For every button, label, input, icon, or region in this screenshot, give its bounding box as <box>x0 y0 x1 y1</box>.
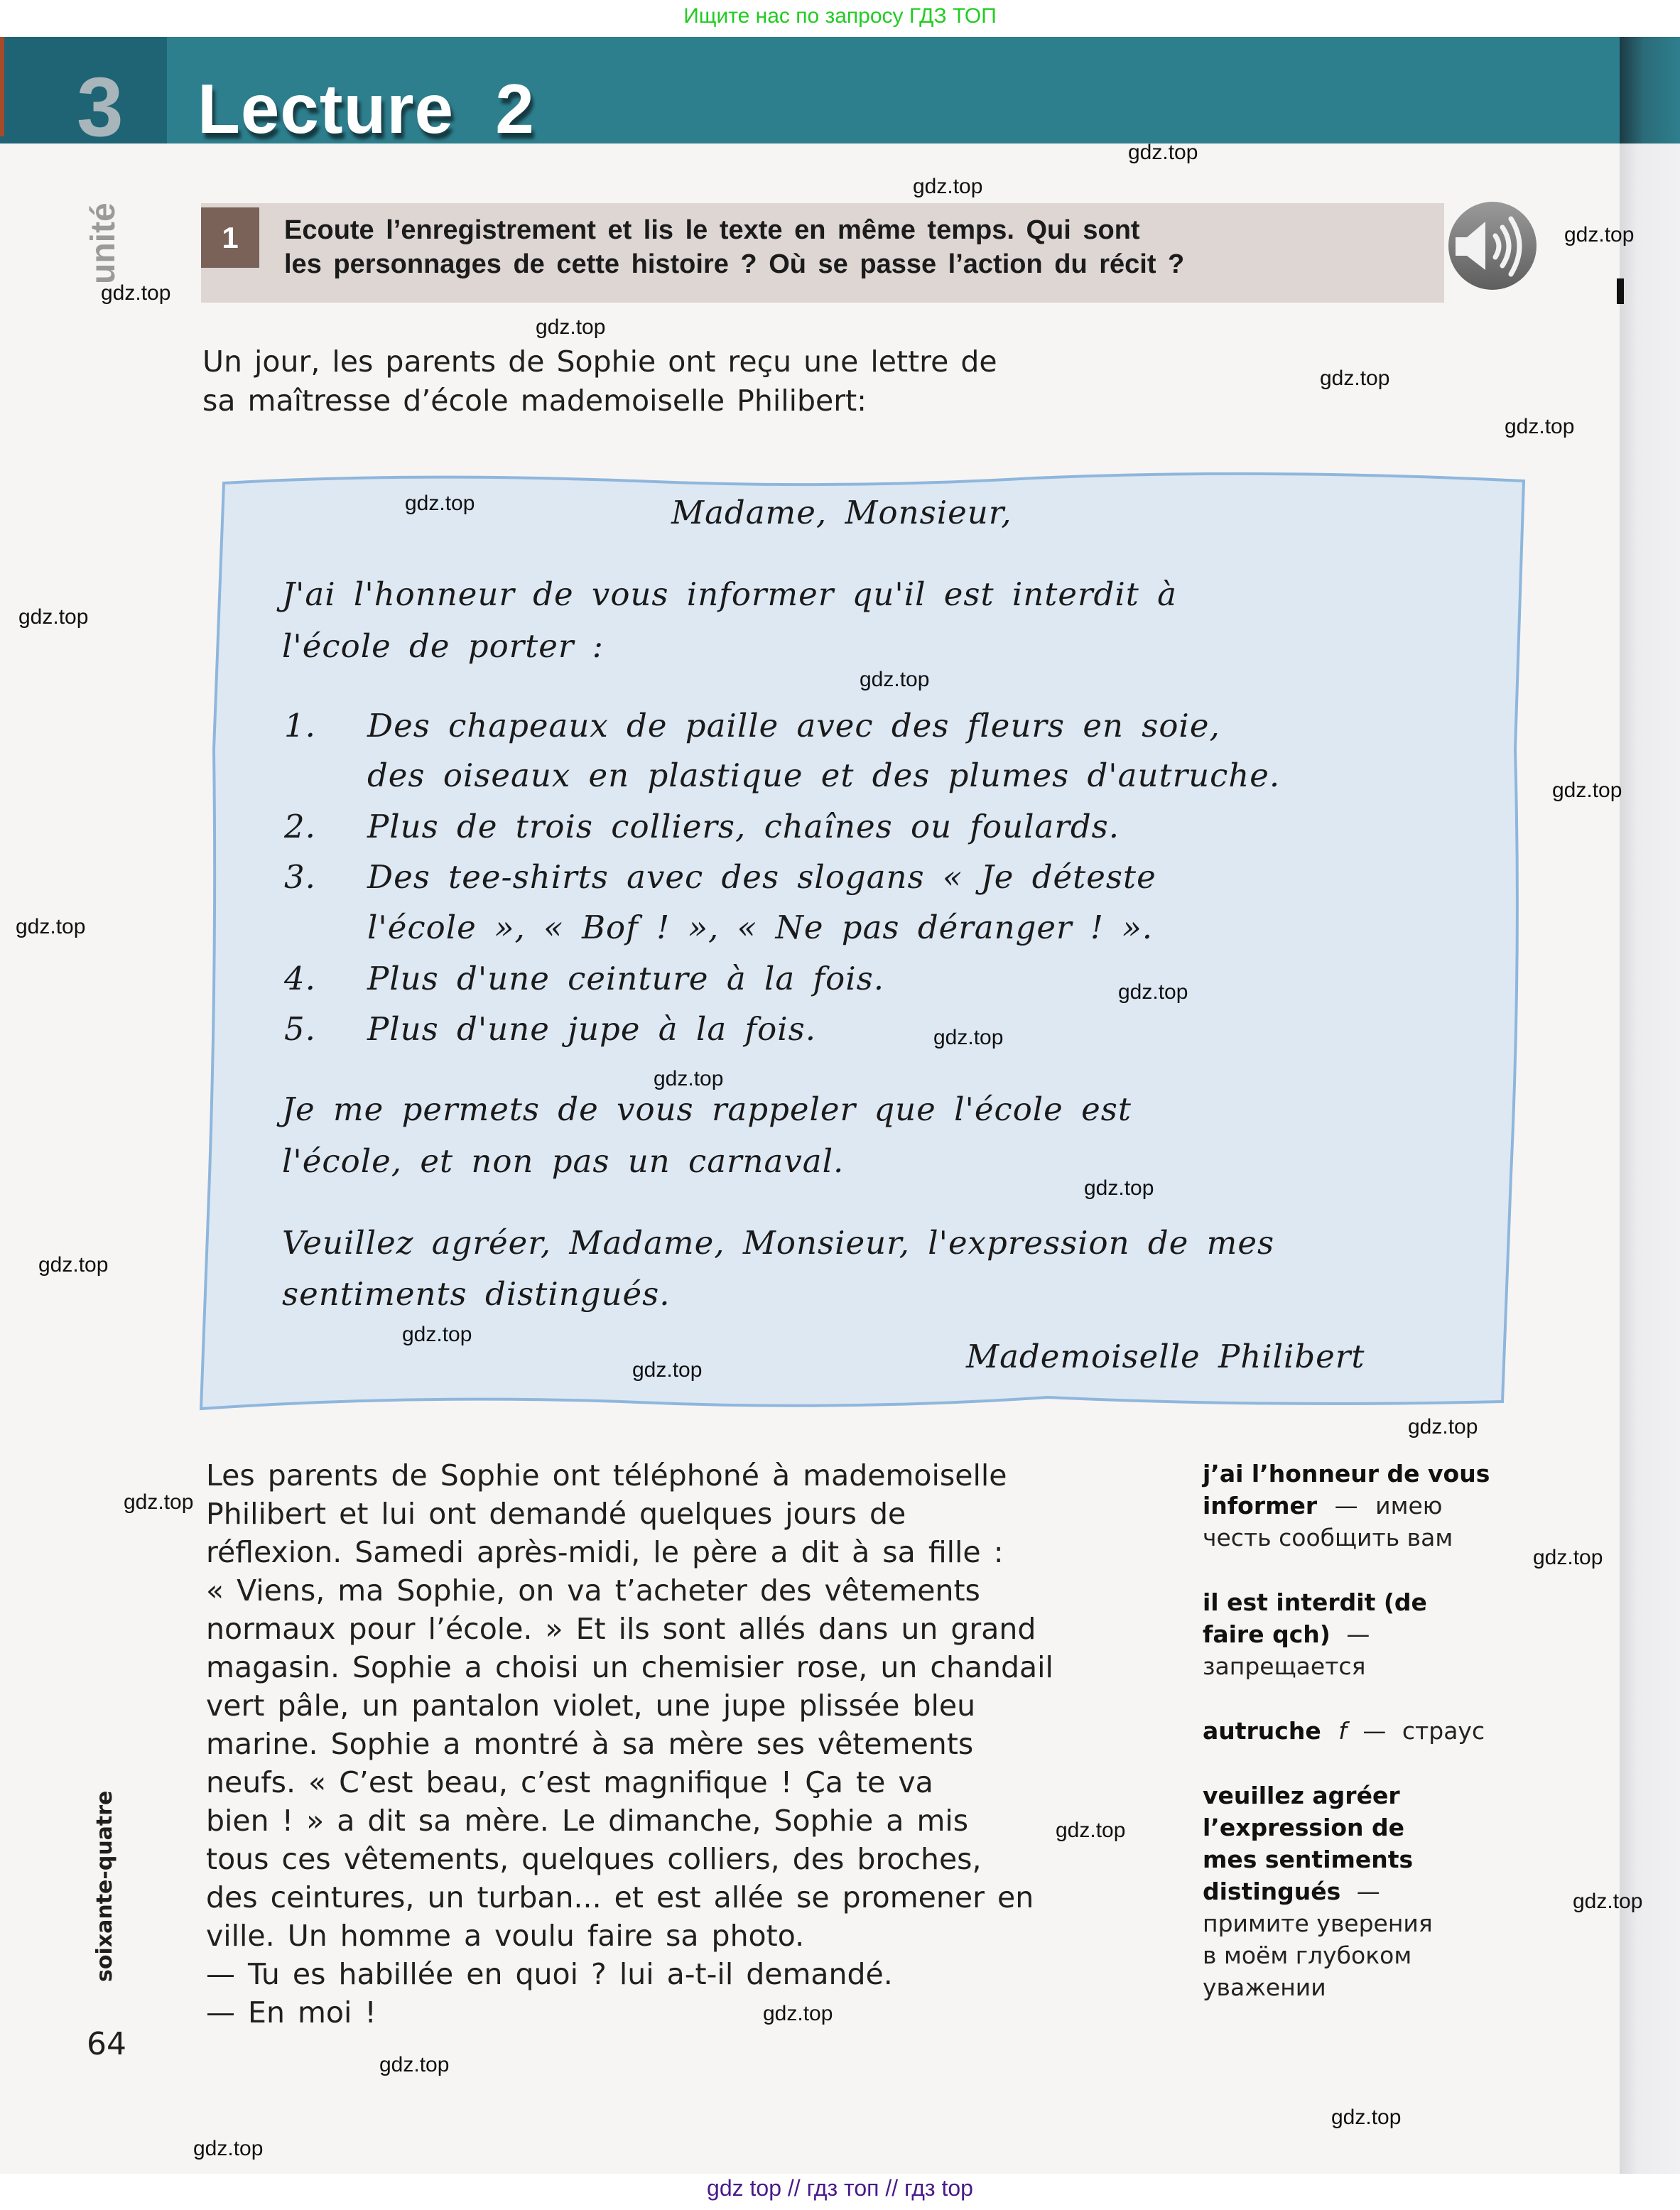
instruction-line: Ecoute l’enregistrement et lis le texte en même temps. Qui sont <box>284 215 1140 245</box>
glossary-term: j’ai l’honneur de vous <box>1203 1460 1490 1488</box>
watermark: gdz.top <box>536 315 606 339</box>
letter-reminder-line: l'école, et non pas un carnaval. <box>282 1142 845 1180</box>
watermark: gdz.top <box>1564 223 1635 247</box>
letter-item-number: 5. <box>284 1010 316 1048</box>
letter-item: l'école », « Bof ! », « Ne pas déranger ! ». <box>367 909 1154 946</box>
intro-paragraph <box>202 342 1197 421</box>
letter-signature: Mademoiselle Philibert <box>966 1338 1365 1375</box>
bottom-banner[interactable]: gdz top // гдз топ // гдз top <box>707 2175 973 2201</box>
top-banner[interactable]: Ищите нас по запросу ГДЗ ТОП <box>683 4 997 28</box>
narrative-line: vert pâle, un pantalon violet, une jupe plissée bleu <box>206 1689 976 1723</box>
glossary-term: veuillez agréer <box>1203 1782 1400 1809</box>
watermark: gdz.top <box>654 1067 724 1090</box>
page-edge-marker <box>1617 278 1624 304</box>
unit-number: 3 <box>77 60 124 154</box>
watermark: gdz.top <box>379 2053 450 2076</box>
letter-item: Des chapeaux de paille avec des fleurs en soie, <box>367 707 1220 744</box>
letter-item: Plus de trois colliers, chaînes ou foulards. <box>367 808 1120 845</box>
glossary-entry <box>1203 1586 1508 1682</box>
narrative-line: bien ! » a dit sa mère. Le dimanche, Sophie a mis <box>206 1804 969 1838</box>
watermark: gdz.top <box>402 1323 472 1346</box>
glossary-translation: честь сообщить вам <box>1203 1524 1453 1551</box>
glossary-translation: в моём глубоком <box>1203 1941 1412 1969</box>
letter-opening-line: l'école de porter : <box>282 627 604 665</box>
narrative-line: marine. Sophie a montré à sa mère ses vêtements <box>206 1727 974 1761</box>
letter-item-number: 3. <box>284 858 316 896</box>
watermark: gdz.top <box>860 668 930 691</box>
intro-line: sa maîtresse d’école mademoiselle Philibert: <box>202 384 867 418</box>
glossary-dash: — <box>1346 1620 1370 1648</box>
watermark: gdz.top <box>101 281 171 305</box>
glossary-term: l’expression de <box>1203 1814 1405 1841</box>
watermark: gdz.top <box>913 175 983 198</box>
watermark: gdz.top <box>1533 1546 1603 1569</box>
glossary-term: informer <box>1203 1492 1318 1520</box>
glossary-translation: страус <box>1402 1717 1485 1745</box>
watermark: gdz.top <box>18 605 89 629</box>
vocabulary-glossary <box>1203 1458 1508 2036</box>
glossary-entry <box>1203 1715 1508 1747</box>
narrative-paragraph <box>206 1456 1151 2032</box>
glossary-entry <box>1203 1458 1508 1554</box>
glossary-term: il est interdit (de <box>1203 1588 1427 1616</box>
narrative-line: tous ces vêtements, quelques colliers, des broches, <box>206 1842 982 1876</box>
watermark: gdz.top <box>193 2137 264 2160</box>
letter-item: Des tee-shirts avec des slogans « Je déteste <box>367 858 1156 896</box>
glossary-translation: примите уверения <box>1203 1910 1433 1937</box>
letter-paper <box>195 465 1527 1414</box>
glossary-translation: уважении <box>1203 1973 1326 2001</box>
narrative-line: normaux pour l’école. » Et ils sont allés dans un grand <box>206 1612 1036 1646</box>
glossary-translation: запрещается <box>1203 1652 1366 1680</box>
letter-item-number: 1. <box>284 707 316 744</box>
glossary-term: distingués <box>1203 1878 1341 1905</box>
glossary-translation: имею <box>1375 1492 1443 1520</box>
letter-opening-line: J'ai l'honneur de vous informer qu'il est interdit à <box>282 575 1177 613</box>
glossary-gender: f <box>1338 1717 1347 1745</box>
page-number-words: soixante-quatre <box>92 1790 117 1982</box>
exercise-instruction <box>284 213 1250 281</box>
lesson-title: Lecture 2 <box>197 70 535 148</box>
watermark: gdz.top <box>16 915 86 938</box>
watermark: gdz.top <box>1552 779 1622 802</box>
unit-accent-edge <box>0 37 4 136</box>
glossary-entry <box>1203 1780 1508 2003</box>
narrative-line: réflexion. Samedi après-midi, le père a dit à sa fille : <box>206 1535 1004 1569</box>
header-band-edge <box>1620 37 1680 143</box>
glossary-dash: — <box>1362 1717 1387 1745</box>
letter-closing-line: sentiments distingués. <box>282 1275 671 1313</box>
glossary-term: autruche <box>1203 1717 1321 1745</box>
letter-closing-line: Veuillez agréer, Madame, Monsieur, l'expression de mes <box>282 1224 1275 1262</box>
narrative-line: des ceintures, un turban... et est allée se promener en <box>206 1880 1034 1914</box>
watermark: gdz.top <box>632 1358 703 1382</box>
narrative-line: ville. Un homme a voulu faire sa photo. <box>206 1919 805 1953</box>
glossary-dash: — <box>1356 1878 1380 1905</box>
exercise-number: 1 <box>201 207 259 268</box>
watermark: gdz.top <box>1320 367 1390 390</box>
glossary-term: faire qch) <box>1203 1620 1331 1648</box>
watermark: gdz.top <box>933 1026 1004 1049</box>
page-binding-edge <box>1620 37 1680 2174</box>
glossary-term: mes sentiments <box>1203 1846 1414 1873</box>
glossary-dash: — <box>1334 1492 1358 1520</box>
narrative-line: neufs. « C’est beau, c’est magnifique ! Ça te va <box>206 1765 933 1799</box>
narrative-line: magasin. Sophie a choisi un chemisier rose, un chandail <box>206 1650 1053 1684</box>
watermark: gdz.top <box>763 2002 833 2025</box>
speaker-icon[interactable] <box>1446 199 1539 293</box>
watermark: gdz.top <box>1118 980 1188 1004</box>
watermark: gdz.top <box>1408 1415 1478 1439</box>
watermark: gdz.top <box>405 492 475 515</box>
unit-label: unité <box>85 202 122 284</box>
watermark: gdz.top <box>1084 1176 1154 1200</box>
watermark: gdz.top <box>124 1490 194 1514</box>
instruction-line: les personnages de cette histoire ? Où se passe l’action du récit ? <box>284 249 1185 279</box>
letter-item-number: 4. <box>284 960 316 997</box>
watermark: gdz.top <box>1573 1890 1643 1913</box>
watermark: gdz.top <box>38 1253 109 1277</box>
letter-item: Plus d'une jupe à la fois. <box>367 1010 816 1048</box>
narrative-line: Philibert et lui ont demandé quelques jours de <box>206 1497 906 1531</box>
letter-item: des oiseaux en plastique et des plumes d'autruche. <box>367 757 1281 794</box>
letter-reminder-line: Je me permets de vous rappeler que l'école est <box>282 1090 1132 1128</box>
letter-item-number: 2. <box>284 808 316 845</box>
watermark: gdz.top <box>1056 1819 1126 1842</box>
dialogue-line: — Tu es habillée en quoi ? lui a-t-il demandé. <box>206 1957 893 1991</box>
letter-salutation: Madame, Monsieur, <box>671 494 1012 531</box>
intro-line: Un jour, les parents de Sophie ont reçu une lettre de <box>202 345 997 379</box>
watermark: gdz.top <box>1128 141 1198 164</box>
dialogue-line: — En moi ! <box>206 1995 376 2030</box>
watermark: gdz.top <box>1331 2106 1402 2129</box>
watermark: gdz.top <box>1505 415 1575 438</box>
letter-item: Plus d'une ceinture à la fois. <box>367 960 885 997</box>
narrative-line: Les parents de Sophie ont téléphoné à mademoiselle <box>206 1458 1007 1493</box>
narrative-line: « Viens, ma Sophie, on va t’acheter des vêtements <box>206 1573 980 1608</box>
page-number: 64 <box>87 2026 126 2062</box>
